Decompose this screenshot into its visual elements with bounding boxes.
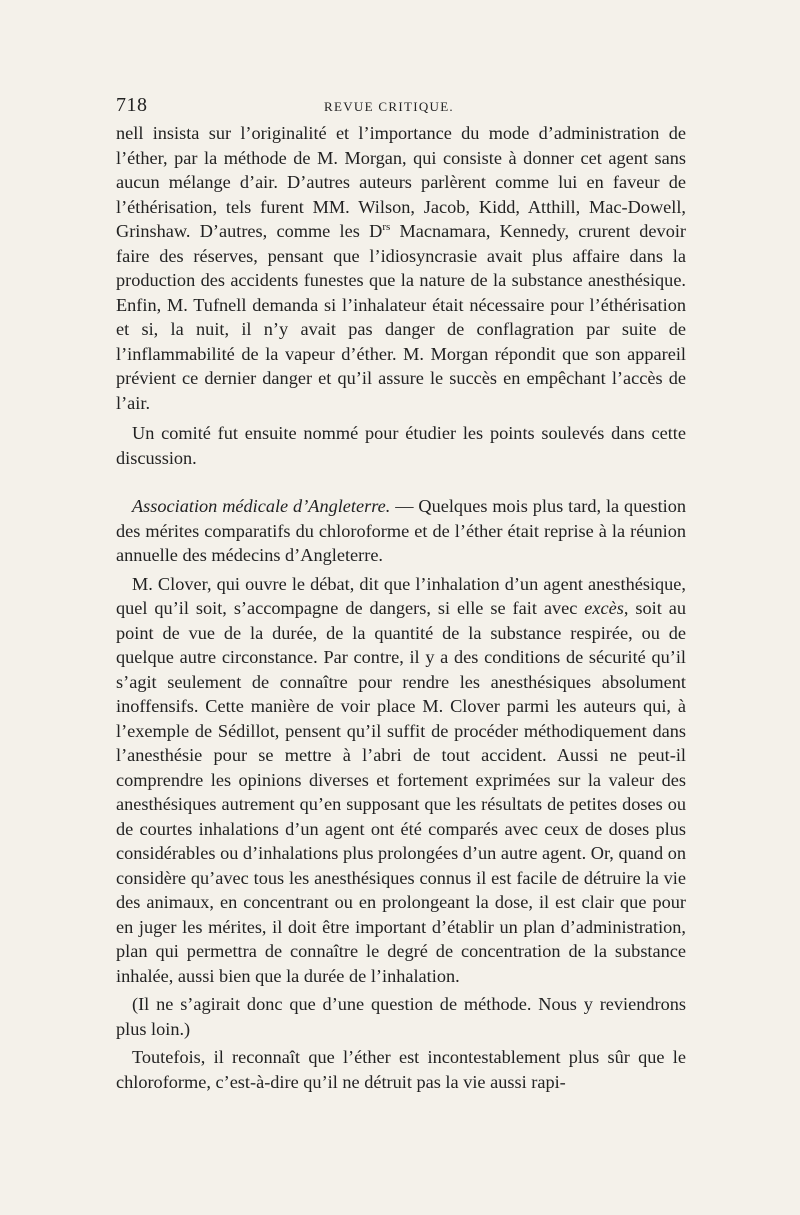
paragraph-4-text-b: , soit au point de vue de la durée, de la quantité de la substance respirée, ou de quelque autre circonstance. Par contre, il y a des conditions de sécurité qu’il s’agit seulement de connaître pour rendre les anesthésiques absolument inoffensifs. Cette manière de voir place M. Clover parmi les auteurs qui, à l’exemple de Sédillot, pensent qu’il suffit de procéder méthodiquement dans l’anesthésie pour se mettre à l’abri de tout accident. Aussi ne peut-il comprendre les opinions diverses et fortement exprimées sur la valeur des anesthésiques autrement qu’en supposant que les résultats de petites doses ou de courtes inhalations d’un agent ont été comparés avec ceux de doses plus considérables ou d’inhalations plus prolongées d’un autre agent. Or, quand on considère qu’avec tous les anesthésiques connus il est facile de détruire la vie des animaux, en concentrant ou en prolongeant la dose, il est clair que pour en juger les mérites, il doit être important d’établir un plan d’administration, plan qui permettra de connaître le degré de concentration de la substance inhalée, aussi bien que la durée de l’inhalation. [116,598,686,986]
paragraph-6: Toutefois, il reconnaît que l’éther est incontestablement plus sûr que le chloroforme, c’est-à-dire qu’il ne détruit pas la vie aussi rapi- [116,1047,686,1092]
paragraph-3-text: — Quelques mois plus tard, la question des mérites comparatifs du chloroforme et de l’éther était reprise à la réunion annuelle des médecins d’Angleterre. [116,496,687,565]
section-title: Association médicale d’Angleterre. [132,496,391,516]
page-header [116,94,686,118]
paragraph-1-text: nell insista sur l’originalité et l’importance du mode d’administration de l’éther, par la méthode de M. Morgan, qui consiste à donner cet agent sans aucun mélange d’air. D’autres auteurs parlèrent comme lui en faveur de l’éthérisation, tels furent MM. Wilson, Jacob, Kidd, Atthill, Mac-Dowell, Grinshaw. D’autres, comme les D [116,123,686,241]
running-head: REVUE CRITIQUE. [324,99,454,114]
paragraph-5: (Il ne s’agirait donc que d’une question de méthode. Nous y reviendrons plus loin.) [116,994,686,1039]
paragraph-1-text-rest: Macnamara, Kennedy, crurent devoir faire des réserves, pensant que l’idiosyncrasie avait plus affaire dans la production des accidents funestes que la nature de la substance anesthésique. Enfin, M. Tufnell demanda si l’inhalateur était nécessaire pour l’éthérisation et si, la nuit, il n’y avait pas danger de conflagration par suite de l’inflammabilité de la vapeur d’éther. M. Morgan répondit que son appareil prévient ce dernier danger et qu’il assure le succès en empêchant l’accès de l’air. [116,221,686,413]
paragraph-4 [116,572,686,989]
page-number: 718 [116,94,148,116]
body-text [116,121,686,1094]
paragraph-4-emphasis: excès [584,598,624,618]
paragraph-4-text-a: M. Clover, qui ouvre le débat, dit que l’inhalation d’un agent anesthésique, quel qu’il soit, s’accompagne de dangers, si elle se fait avec [116,573,686,618]
paragraph-2: Un comité fut ensuite nommé pour étudier les points soulevés dans cette discussion. [116,423,686,468]
paragraph-1 [116,121,686,415]
paragraph-3 [116,494,686,568]
paragraph-1-superscript: rs [382,220,391,233]
